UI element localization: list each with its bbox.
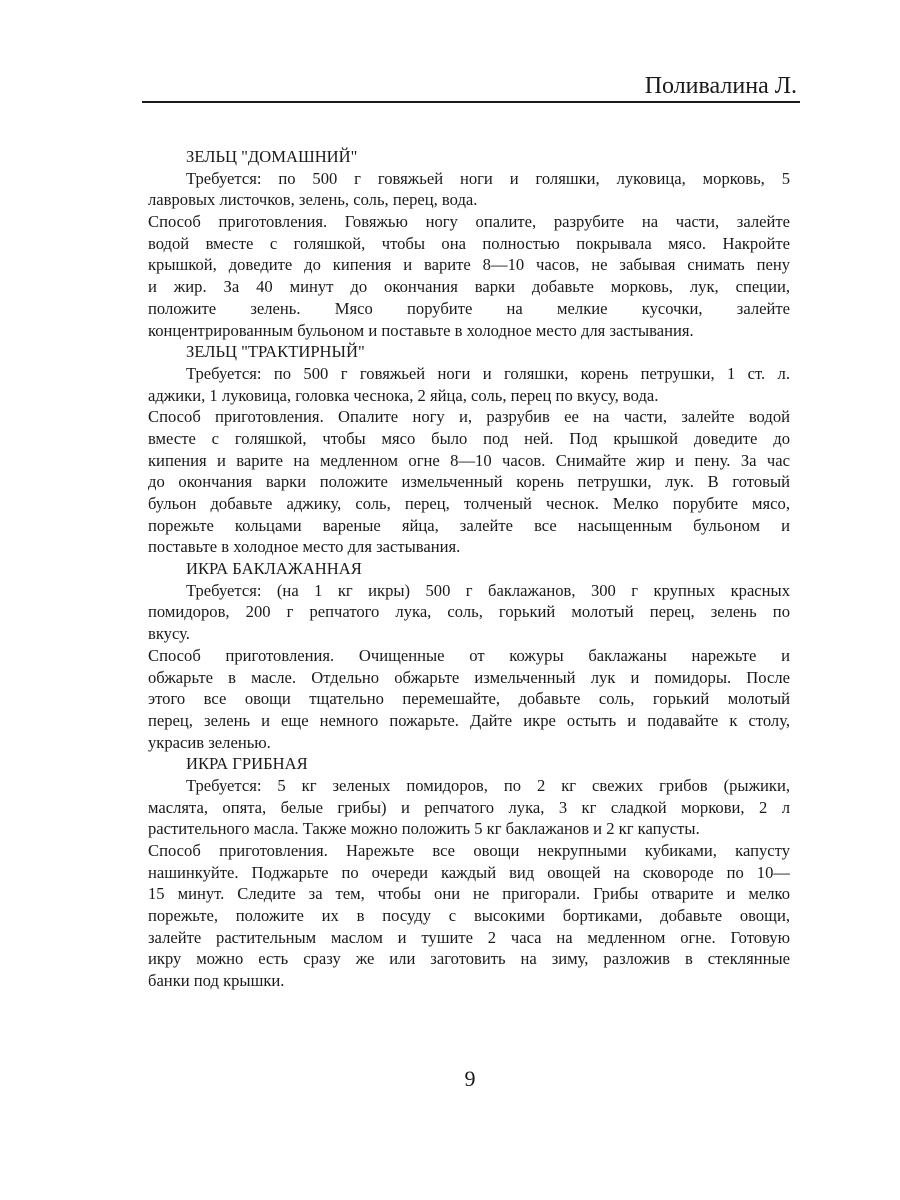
text-line: крышкой, доведите до кипения и варите 8—10 часов, не забывая снимать пену	[148, 255, 790, 275]
text-line: Способ приготовления. Опалите ногу и, разрубив ее на части, залейте водой	[148, 407, 790, 427]
text-line: растительного масла. Также можно положить 5 кг баклажанов и 2 кг капусты.	[148, 819, 700, 839]
recipe-section	[148, 558, 790, 753]
text-line: бульон добавьте аджику, соль, перец, толченый чеснок. Мелко порубите мясо,	[148, 494, 790, 513]
method-paragraph	[148, 645, 790, 753]
text-line: концентрированным бульоном и поставьте в холодное место для застывания.	[148, 320, 694, 340]
text-line: обжарьте в масле. Отдельно обжарьте измельченный лук и помидоры. После	[148, 667, 790, 687]
recipe-title: ИКРА БАКЛАЖАННАЯ	[186, 559, 362, 579]
text-line: залейте растительным маслом и тушите 2 часа на медленном огне. Готовую	[148, 927, 790, 947]
text-line: Требуется: по 500 г говяжьей ноги и голяшки, луковица, морковь, 5	[186, 168, 790, 188]
text-line: нашинкуйте. Поджарьте по очереди каждый вид овощей на сковороде по 10—	[148, 862, 790, 882]
text-line: икру можно есть сразу же или заготовить на зиму, разложив в стеклянные	[148, 949, 790, 969]
text-line: и жир. За 40 минут до окончания варки добавьте морковь, лук, специи,	[148, 277, 790, 297]
recipe-title: ЗЕЛЬЦ "ТРАКТИРНЫЙ"	[186, 342, 365, 362]
method-paragraph	[148, 211, 790, 341]
text-line: до окончания варки положите измельченный корень петрушки, лук. В готовый	[148, 472, 790, 492]
text-line: Способ приготовления. Говяжью ногу опалите, разрубите на части, залейте	[148, 212, 790, 232]
text-line: Требуется: 5 кг зеленых помидоров, по 2 кг свежих грибов (рыжики,	[186, 775, 790, 795]
method-paragraph	[148, 840, 790, 992]
recipe-title: ЗЕЛЬЦ "ДОМАШНИЙ"	[186, 147, 358, 166]
text-line: поставьте в холодное место для застывания.	[148, 537, 461, 557]
text-line: кипения и варите на медленном огне 8—10 часов. Снимайте жир и пену. За час	[148, 450, 790, 470]
recipe-section	[148, 146, 790, 341]
text-line: Требуется: (на 1 кг икры) 500 г баклажанов, 300 г крупных красных	[186, 580, 790, 600]
text-line: украсив зеленью.	[148, 732, 271, 752]
text-line: вместе с голяшкой, чтобы мясо было под ней. Под крышкой доведите до	[148, 428, 790, 448]
text-line: положите зелень. Мясо порубите на мелкие кусочки, залейте	[148, 298, 790, 318]
text-line: лавровых листочков, зелень, соль, перец, вода.	[148, 190, 478, 210]
text-line: Требуется: по 500 г говяжьей ноги и голяшки, корень петрушки, 1 ст. л.	[186, 363, 790, 383]
page-number: 9	[464, 1066, 476, 1091]
recipe-section	[148, 753, 790, 992]
text-line: перец, зелень и еще немного пожарьте. Дайте икре остыть и подавайте к столу,	[148, 710, 790, 730]
text-line: вкусу.	[148, 624, 190, 644]
text-line: порежьте, положите их в посуду с высокими бортиками, добавьте овощи,	[148, 906, 790, 926]
text-line: этого все овощи тщательно перемешайте, добавьте соль, горький молотый	[148, 689, 790, 709]
recipe-section	[148, 341, 790, 558]
text-line: банки под крышки.	[148, 971, 285, 991]
header-rule	[142, 101, 800, 103]
ingredients-paragraph	[148, 580, 790, 645]
ingredients-paragraph	[148, 775, 790, 840]
text-line: Способ приготовления. Очищенные от кожуры баклажаны нарежьте и	[148, 645, 790, 665]
text-line: водой вместе с голяшкой, чтобы она полностью покрывала мясо. Накройте	[148, 233, 790, 253]
text-line: аджики, 1 луковица, головка чеснока, 2 яйца, соль, перец по вкусу, вода.	[148, 385, 659, 405]
ingredients-paragraph	[148, 363, 790, 406]
text-line: 15 минут. Следите за тем, чтобы они не пригорали. Грибы отварите и мелко	[148, 884, 790, 904]
text-line: Способ приготовления. Нарежьте все овощи некрупными кубиками, капусту	[148, 841, 790, 860]
text-line: помидоров, 200 г репчатого лука, соль, горький молотый перец, зелень по	[148, 602, 790, 622]
recipe-title: ИКРА ГРИБНАЯ	[186, 754, 308, 774]
ingredients-paragraph	[148, 168, 790, 211]
text-line: маслята, опята, белые грибы) и репчатого лука, 3 кг сладкой моркови, 2 л	[148, 797, 790, 817]
running-header-author: Поливалина Л.	[644, 73, 797, 99]
recipe-text-body	[148, 146, 790, 992]
method-paragraph	[148, 406, 790, 558]
text-line: порежьте кольцами вареные яйца, залейте все насыщенным бульоном и	[148, 515, 790, 535]
